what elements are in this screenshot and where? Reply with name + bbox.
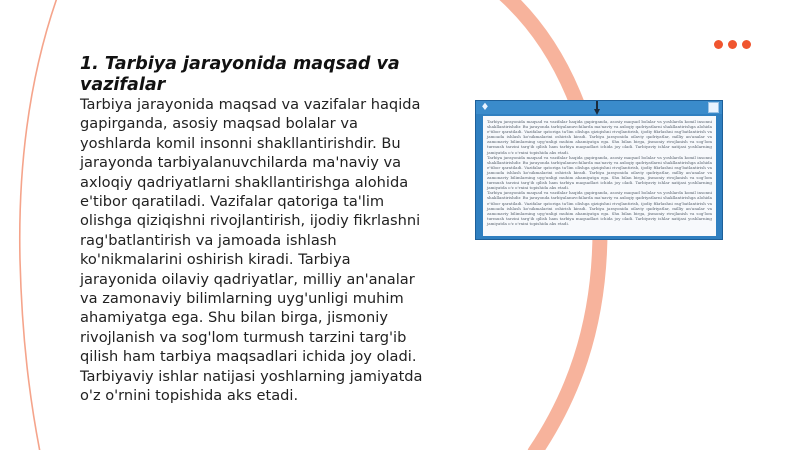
slide-title: 1. Tarbiya jarayonida maqsad va vazifalar bbox=[80, 54, 400, 95]
dot-icon bbox=[742, 40, 751, 49]
document-page bbox=[483, 116, 716, 236]
dot-icon bbox=[728, 40, 737, 49]
down-arrow-icon bbox=[594, 101, 600, 115]
document-toolbar bbox=[476, 101, 722, 114]
document-page-text: Tarbiya jarayonida maqsad va vazifalar haqida gapirganda, asosiy maqsad bolalar va yoshlarda komil insonni shakllantirishdir. Bu jarayonda tarbiyalanuvchilarda ma'naviy va axloqiy qadriyatlarni shakllantirishga alohida e'tibor qaratiladi. Vazifalar qatoriga ta'lim olishga qiziqishni rivojlantirish, ijodiy fikrlashni rag'batlantirish va jamoada ishlash ko'nikmalarini oshirish kiradi. Tarbiya jarayonida oilaviy qadriyatlar, milliy an'analar va zamonaviy bilimlarning uyg'unligi muhim ahamiyatga ega. Shu bilan birga, jismoniy rivojlanish va sog'lom turmush tarzini targ'ib qilish ham tarbiya maqsadlari ichida joy oladi. Tarbiyaviy ishlar natijasi yoshlarning jamiyatda o'z o'rnini topishida aks etadi. bbox=[487, 119, 712, 155]
window-icon bbox=[708, 102, 719, 113]
slide-body-text: Tarbiya jarayonida maqsad va vazifalar haqida gapirganda, asosiy maqsad bolalar va yoshlarda komil insonni shakllantirishdir. Bu jarayonda tarbiyalanuvchilarda ma'naviy va axloqiy qadriyatlarni shakllantirishga alohida e'tibor qaratiladi. Vazifalar qatoriga ta'lim olishga qiziqishni rivojlantirish, ijodiy fikrlashni rag'batlantirish va jamoada ishlash ko'nikmalarini oshirish kiradi. Tarbiya jarayonida oilaviy qadriyatlar, milliy an'analar va zamonaviy bilimlarning uyg'unligi muhim ahamiyatga ega. Shu bilan birga, jismoniy rivojlanish va sog'lom turmush tarzini targ'ib qilish ham tarbiya maqsadlari ichida joy oladi. Tarbiyaviy ishlar natijasi yoshlarning jamiyatda o'z o'rnini topishida aks etadi. bbox=[80, 96, 423, 405]
app-icon: ♦ bbox=[480, 102, 490, 113]
document-page-text: Tarbiya jarayonida maqsad va vazifalar haqida gapirganda, asosiy maqsad bolalar va yoshlarda komil insonni shakllantirishdir. Bu jarayonda tarbiyalanuvchilarda ma'naviy va axloqiy qadriyatlarni shakllantirishga alohida e'tibor qaratiladi. Vazifalar qatoriga ta'lim olishga qiziqishni rivojlantirish, ijodiy fikrlashni rag'batlantirish va jamoada ishlash ko'nikmalarini oshirish kiradi. Tarbiya jarayonida oilaviy qadriyatlar, milliy an'analar va zamonaviy bilimlarning uyg'unligi muhim ahamiyatga ega. Shu bilan birga, jismoniy rivojlanish va sog'lom turmush tarzini targ'ib qilish ham tarbiya maqsadlari ichida joy oladi. Tarbiyaviy ishlar natijasi yoshlarning jamiyatda o'z o'rnini topishida aks etadi. bbox=[487, 154, 712, 191]
decorative-arc-thin bbox=[20, 0, 58, 450]
dot-icon bbox=[714, 40, 723, 49]
document-page-text: Tarbiya jarayonida maqsad va vazifalar haqida gapirganda, asosiy maqsad bolalar va yoshlarda komil insonni shakllantirishdir. Bu jarayonda tarbiyalanuvchilarda ma'naviy va axloqiy qadriyatlarni shakllantirishga alohida e'tibor qaratiladi. Vazifalar qatoriga ta'lim olishga qiziqishni rivojlantirish, ijodiy fikrlashni rag'batlantirish va jamoada ishlash ko'nikmalarini oshirish kiradi. Tarbiya jarayonida oilaviy qadriyatlar, milliy an'analar va zamonaviy bilimlarning uyg'unligi muhim ahamiyatga ega. Shu bilan birga, jismoniy rivojlanish va sog'lom turmush tarzini targ'ib qilish ham tarbiya maqsadlari ichida joy oladi. Tarbiyaviy ishlar natijasi yoshlarning jamiyatda o'z o'rnini topishida aks etadi. bbox=[487, 190, 712, 226]
three-dots-icon bbox=[714, 40, 751, 49]
document-image bbox=[475, 100, 723, 240]
